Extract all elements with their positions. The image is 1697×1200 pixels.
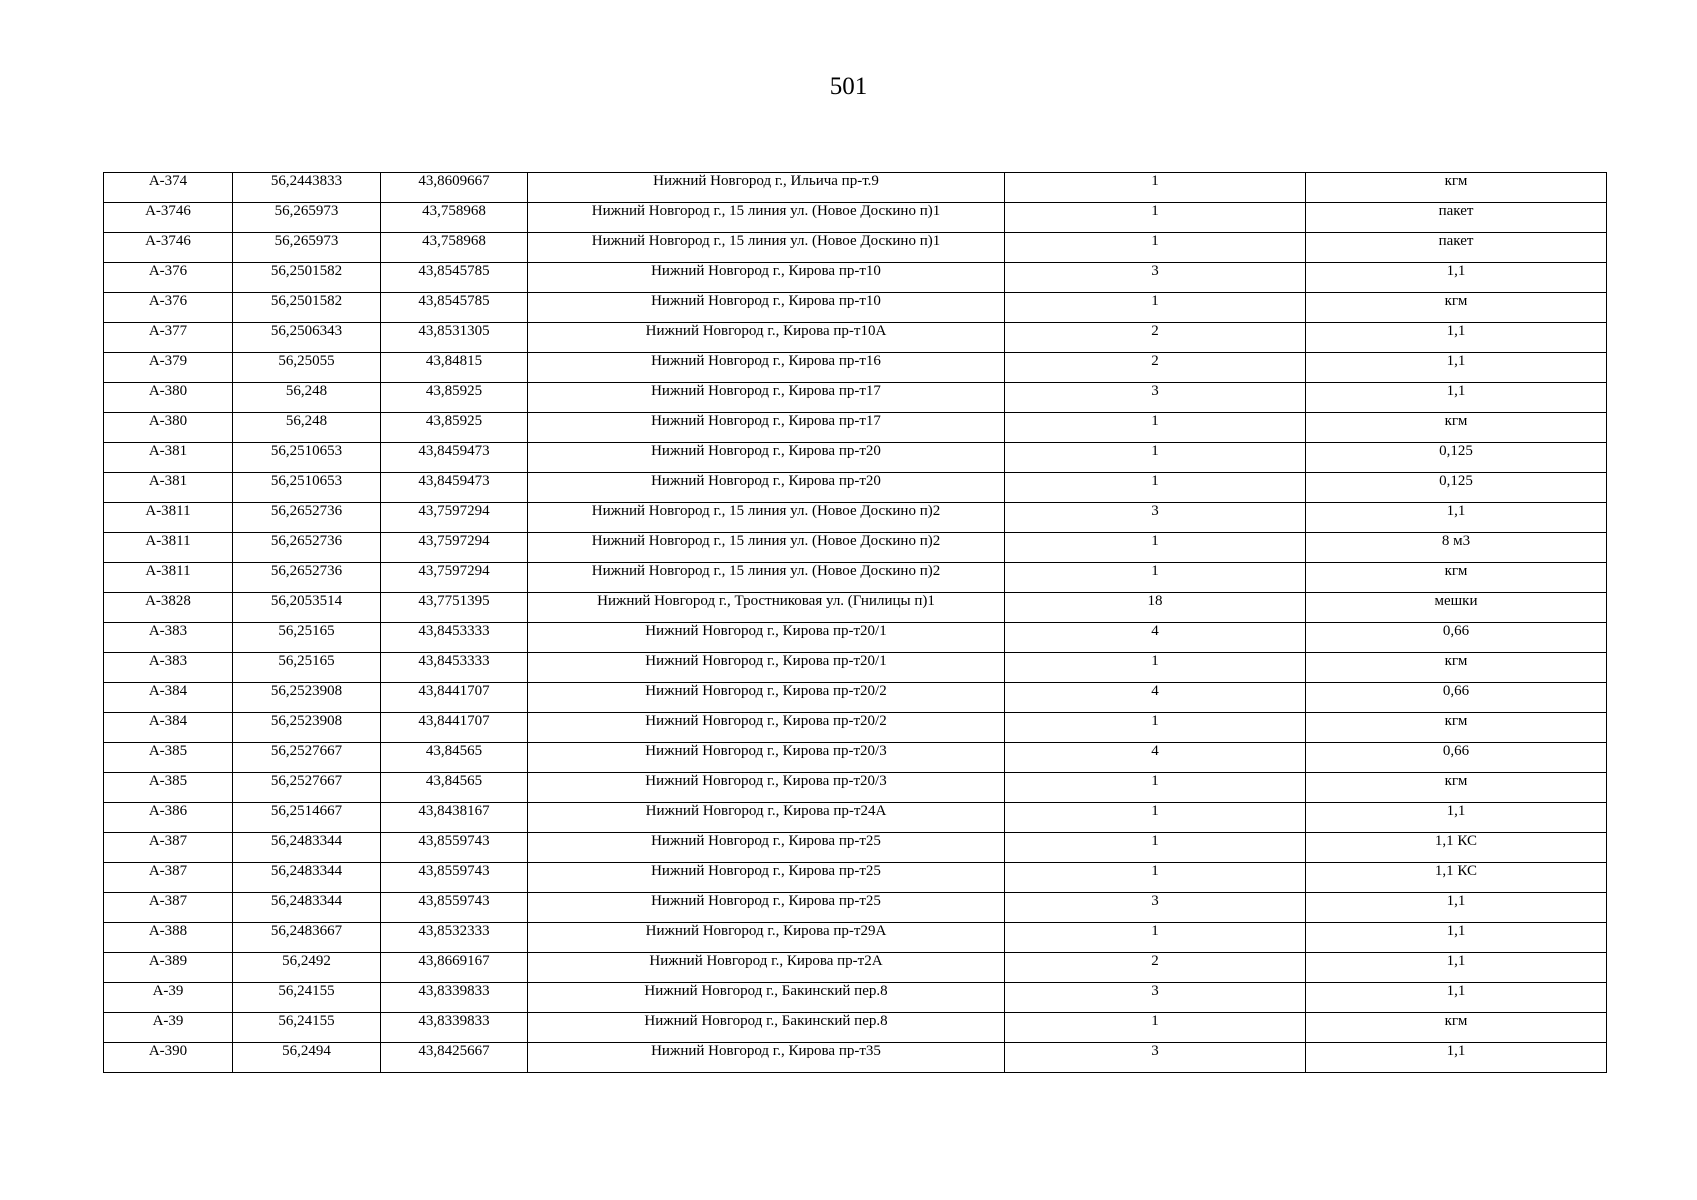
address-cell: Нижний Новгород г., Кирова пр-т25 [528, 833, 1005, 863]
longitude-cell: 43,84565 [381, 743, 528, 773]
site-code-cell: А-388 [104, 923, 233, 953]
address-cell: Нижний Новгород г., Кирова пр-т35 [528, 1043, 1005, 1073]
latitude-cell: 56,2443833 [233, 173, 381, 203]
site-code-cell: А-385 [104, 773, 233, 803]
address-cell: Нижний Новгород г., Кирова пр-т20/1 [528, 623, 1005, 653]
latitude-cell: 56,2652736 [233, 503, 381, 533]
latitude-cell: 56,2483344 [233, 893, 381, 923]
latitude-cell: 56,2652736 [233, 533, 381, 563]
count-cell: 18 [1005, 593, 1306, 623]
table-row [104, 323, 1607, 353]
address-cell: Нижний Новгород г., Кирова пр-т2А [528, 953, 1005, 983]
longitude-cell: 43,8339833 [381, 1013, 528, 1043]
count-cell: 1 [1005, 773, 1306, 803]
latitude-cell: 56,2510653 [233, 443, 381, 473]
site-code-cell: А-380 [104, 413, 233, 443]
longitude-cell: 43,84565 [381, 773, 528, 803]
count-cell: 1 [1005, 713, 1306, 743]
table-row [104, 263, 1607, 293]
count-cell: 1 [1005, 923, 1306, 953]
table-row [104, 503, 1607, 533]
table-row [104, 563, 1607, 593]
address-cell: Нижний Новгород г., Бакинский пер.8 [528, 1013, 1005, 1043]
address-cell: Нижний Новгород г., Кирова пр-т10А [528, 323, 1005, 353]
table-row [104, 1013, 1607, 1043]
site-code-cell: А-3811 [104, 563, 233, 593]
site-code-cell: А-387 [104, 833, 233, 863]
address-cell: Нижний Новгород г., Кирова пр-т10 [528, 293, 1005, 323]
site-code-cell: А-374 [104, 173, 233, 203]
count-cell: 4 [1005, 743, 1306, 773]
site-code-cell: А-376 [104, 293, 233, 323]
count-cell: 1 [1005, 1013, 1306, 1043]
latitude-cell: 56,2483344 [233, 833, 381, 863]
count-cell: 4 [1005, 683, 1306, 713]
container-type-cell: 1,1 [1306, 503, 1607, 533]
latitude-cell: 56,2506343 [233, 323, 381, 353]
address-cell: Нижний Новгород г., Кирова пр-т24А [528, 803, 1005, 833]
container-type-cell: 1,1 [1306, 353, 1607, 383]
container-type-cell: 0,66 [1306, 683, 1607, 713]
longitude-cell: 43,8532333 [381, 923, 528, 953]
address-cell: Нижний Новгород г., 15 линия ул. (Новое Доскино п)2 [528, 503, 1005, 533]
count-cell: 3 [1005, 1043, 1306, 1073]
table-row [104, 413, 1607, 443]
longitude-cell: 43,8453333 [381, 653, 528, 683]
site-code-cell: А-385 [104, 743, 233, 773]
site-code-cell: А-384 [104, 713, 233, 743]
site-code-cell: А-389 [104, 953, 233, 983]
longitude-cell: 43,8441707 [381, 713, 528, 743]
latitude-cell: 56,2527667 [233, 773, 381, 803]
table-row [104, 173, 1607, 203]
page-number: 501 [829, 73, 868, 100]
longitude-cell: 43,8459473 [381, 473, 528, 503]
count-cell: 3 [1005, 893, 1306, 923]
table-row [104, 773, 1607, 803]
table-row [104, 653, 1607, 683]
count-cell: 3 [1005, 983, 1306, 1013]
table-row [104, 983, 1607, 1013]
longitude-cell: 43,8559743 [381, 893, 528, 923]
count-cell: 1 [1005, 443, 1306, 473]
container-type-cell: кгм [1306, 653, 1607, 683]
site-code-cell: А-390 [104, 1043, 233, 1073]
table-row [104, 1043, 1607, 1073]
longitude-cell: 43,7751395 [381, 593, 528, 623]
address-cell: Нижний Новгород г., Кирова пр-т17 [528, 413, 1005, 443]
longitude-cell: 43,758968 [381, 203, 528, 233]
site-code-cell: А-386 [104, 803, 233, 833]
longitude-cell: 43,7597294 [381, 563, 528, 593]
address-cell: Нижний Новгород г., Кирова пр-т16 [528, 353, 1005, 383]
container-type-cell: кгм [1306, 173, 1607, 203]
count-cell: 3 [1005, 383, 1306, 413]
site-code-cell: А-3746 [104, 233, 233, 263]
container-type-cell: мешки [1306, 593, 1607, 623]
table-row [104, 473, 1607, 503]
count-cell: 2 [1005, 953, 1306, 983]
longitude-cell: 43,85925 [381, 383, 528, 413]
latitude-cell: 56,248 [233, 383, 381, 413]
longitude-cell: 43,8559743 [381, 833, 528, 863]
latitude-cell: 56,25165 [233, 653, 381, 683]
address-cell: Нижний Новгород г., 15 линия ул. (Новое Доскино п)1 [528, 233, 1005, 263]
longitude-cell: 43,758968 [381, 233, 528, 263]
container-type-cell: 1,1 КС [1306, 863, 1607, 893]
latitude-cell: 56,24155 [233, 983, 381, 1013]
latitude-cell: 56,2523908 [233, 683, 381, 713]
container-type-cell: 1,1 [1306, 1043, 1607, 1073]
site-code-cell: А-3811 [104, 533, 233, 563]
table-row [104, 953, 1607, 983]
count-cell: 1 [1005, 863, 1306, 893]
count-cell: 3 [1005, 503, 1306, 533]
longitude-cell: 43,8441707 [381, 683, 528, 713]
longitude-cell: 43,8545785 [381, 293, 528, 323]
table-row [104, 863, 1607, 893]
site-code-cell: А-384 [104, 683, 233, 713]
address-cell: Нижний Новгород г., Кирова пр-т29А [528, 923, 1005, 953]
count-cell: 1 [1005, 833, 1306, 863]
address-cell: Нижний Новгород г., Ильича пр-т.9 [528, 173, 1005, 203]
site-code-cell: А-383 [104, 623, 233, 653]
count-cell: 1 [1005, 173, 1306, 203]
container-type-cell: кгм [1306, 773, 1607, 803]
longitude-cell: 43,7597294 [381, 503, 528, 533]
latitude-cell: 56,2483344 [233, 863, 381, 893]
container-type-cell: кгм [1306, 413, 1607, 443]
address-cell: Нижний Новгород г., Кирова пр-т20 [528, 443, 1005, 473]
address-cell: Нижний Новгород г., Кирова пр-т20/2 [528, 683, 1005, 713]
address-cell: Нижний Новгород г., Кирова пр-т17 [528, 383, 1005, 413]
address-cell: Нижний Новгород г., Бакинский пер.8 [528, 983, 1005, 1013]
container-type-cell: 1,1 [1306, 323, 1607, 353]
container-type-cell: 1,1 [1306, 383, 1607, 413]
table-body [104, 173, 1607, 1073]
longitude-cell: 43,8559743 [381, 863, 528, 893]
count-cell: 1 [1005, 533, 1306, 563]
count-cell: 1 [1005, 413, 1306, 443]
table-row [104, 713, 1607, 743]
container-type-cell: 8 м3 [1306, 533, 1607, 563]
address-cell: Нижний Новгород г., Кирова пр-т25 [528, 863, 1005, 893]
address-cell: Нижний Новгород г., 15 линия ул. (Новое Доскино п)2 [528, 563, 1005, 593]
count-cell: 1 [1005, 563, 1306, 593]
table-row [104, 893, 1607, 923]
count-cell: 3 [1005, 263, 1306, 293]
count-cell: 1 [1005, 473, 1306, 503]
container-type-cell: 1,1 [1306, 983, 1607, 1013]
table-row [104, 203, 1607, 233]
container-type-cell: пакет [1306, 203, 1607, 233]
latitude-cell: 56,2514667 [233, 803, 381, 833]
table-row [104, 533, 1607, 563]
container-type-cell: кгм [1306, 1013, 1607, 1043]
latitude-cell: 56,2527667 [233, 743, 381, 773]
table-row [104, 443, 1607, 473]
container-type-cell: кгм [1306, 563, 1607, 593]
latitude-cell: 56,2483667 [233, 923, 381, 953]
longitude-cell: 43,7597294 [381, 533, 528, 563]
container-type-cell: 1,1 КС [1306, 833, 1607, 863]
count-cell: 1 [1005, 803, 1306, 833]
latitude-cell: 56,2652736 [233, 563, 381, 593]
address-cell: Нижний Новгород г., 15 линия ул. (Новое Доскино п)1 [528, 203, 1005, 233]
address-cell: Нижний Новгород г., Кирова пр-т20/2 [528, 713, 1005, 743]
latitude-cell: 56,2523908 [233, 713, 381, 743]
longitude-cell: 43,85925 [381, 413, 528, 443]
longitude-cell: 43,8609667 [381, 173, 528, 203]
container-type-cell: 1,1 [1306, 803, 1607, 833]
latitude-cell: 56,2492 [233, 953, 381, 983]
count-cell: 2 [1005, 353, 1306, 383]
longitude-cell: 43,8438167 [381, 803, 528, 833]
table-row [104, 743, 1607, 773]
table-row [104, 833, 1607, 863]
container-type-cell: кгм [1306, 713, 1607, 743]
address-cell: Нижний Новгород г., Кирова пр-т10 [528, 263, 1005, 293]
site-code-cell: А-3811 [104, 503, 233, 533]
site-code-cell: А-376 [104, 263, 233, 293]
address-cell: Нижний Новгород г., Кирова пр-т20 [528, 473, 1005, 503]
longitude-cell: 43,8339833 [381, 983, 528, 1013]
site-code-cell: А-387 [104, 863, 233, 893]
container-type-cell: 0,66 [1306, 743, 1607, 773]
container-type-cell: 1,1 [1306, 923, 1607, 953]
table-row [104, 383, 1607, 413]
latitude-cell: 56,2053514 [233, 593, 381, 623]
site-code-cell: А-380 [104, 383, 233, 413]
site-code-cell: А-377 [104, 323, 233, 353]
container-type-cell: 0,66 [1306, 623, 1607, 653]
site-code-cell: А-387 [104, 893, 233, 923]
address-cell: Нижний Новгород г., Кирова пр-т20/3 [528, 743, 1005, 773]
longitude-cell: 43,8425667 [381, 1043, 528, 1073]
container-type-cell: кгм [1306, 293, 1607, 323]
address-cell: Нижний Новгород г., 15 линия ул. (Новое Доскино п)2 [528, 533, 1005, 563]
longitude-cell: 43,8459473 [381, 443, 528, 473]
longitude-cell: 43,8669167 [381, 953, 528, 983]
table-row [104, 293, 1607, 323]
site-code-cell: А-3828 [104, 593, 233, 623]
table-row [104, 233, 1607, 263]
address-cell: Нижний Новгород г., Кирова пр-т25 [528, 893, 1005, 923]
address-cell: Нижний Новгород г., Тростниковая ул. (Гнилицы п)1 [528, 593, 1005, 623]
latitude-cell: 56,265973 [233, 203, 381, 233]
longitude-cell: 43,8453333 [381, 623, 528, 653]
site-code-cell: А-39 [104, 1013, 233, 1043]
container-type-cell: 1,1 [1306, 953, 1607, 983]
latitude-cell: 56,2494 [233, 1043, 381, 1073]
table-row [104, 623, 1607, 653]
longitude-cell: 43,8531305 [381, 323, 528, 353]
site-code-cell: А-381 [104, 443, 233, 473]
latitude-cell: 56,25055 [233, 353, 381, 383]
count-cell: 1 [1005, 293, 1306, 323]
container-type-cell: 0,125 [1306, 443, 1607, 473]
table-row [104, 353, 1607, 383]
longitude-cell: 43,84815 [381, 353, 528, 383]
latitude-cell: 56,265973 [233, 233, 381, 263]
table-row [104, 683, 1607, 713]
site-code-cell: А-381 [104, 473, 233, 503]
table-row [104, 803, 1607, 833]
count-cell: 1 [1005, 233, 1306, 263]
table-row [104, 923, 1607, 953]
latitude-cell: 56,248 [233, 413, 381, 443]
latitude-cell: 56,2501582 [233, 263, 381, 293]
site-code-cell: А-383 [104, 653, 233, 683]
address-cell: Нижний Новгород г., Кирова пр-т20/1 [528, 653, 1005, 683]
container-type-cell: пакет [1306, 233, 1607, 263]
latitude-cell: 56,24155 [233, 1013, 381, 1043]
count-cell: 1 [1005, 203, 1306, 233]
container-type-cell: 0,125 [1306, 473, 1607, 503]
latitude-cell: 56,2510653 [233, 473, 381, 503]
site-code-cell: А-3746 [104, 203, 233, 233]
container-type-cell: 1,1 [1306, 893, 1607, 923]
table-row [104, 593, 1607, 623]
address-cell: Нижний Новгород г., Кирова пр-т20/3 [528, 773, 1005, 803]
container-type-cell: 1,1 [1306, 263, 1607, 293]
longitude-cell: 43,8545785 [381, 263, 528, 293]
site-code-cell: А-39 [104, 983, 233, 1013]
container-sites-table [103, 172, 1607, 1073]
count-cell: 1 [1005, 653, 1306, 683]
latitude-cell: 56,2501582 [233, 293, 381, 323]
count-cell: 2 [1005, 323, 1306, 353]
count-cell: 4 [1005, 623, 1306, 653]
site-code-cell: А-379 [104, 353, 233, 383]
latitude-cell: 56,25165 [233, 623, 381, 653]
